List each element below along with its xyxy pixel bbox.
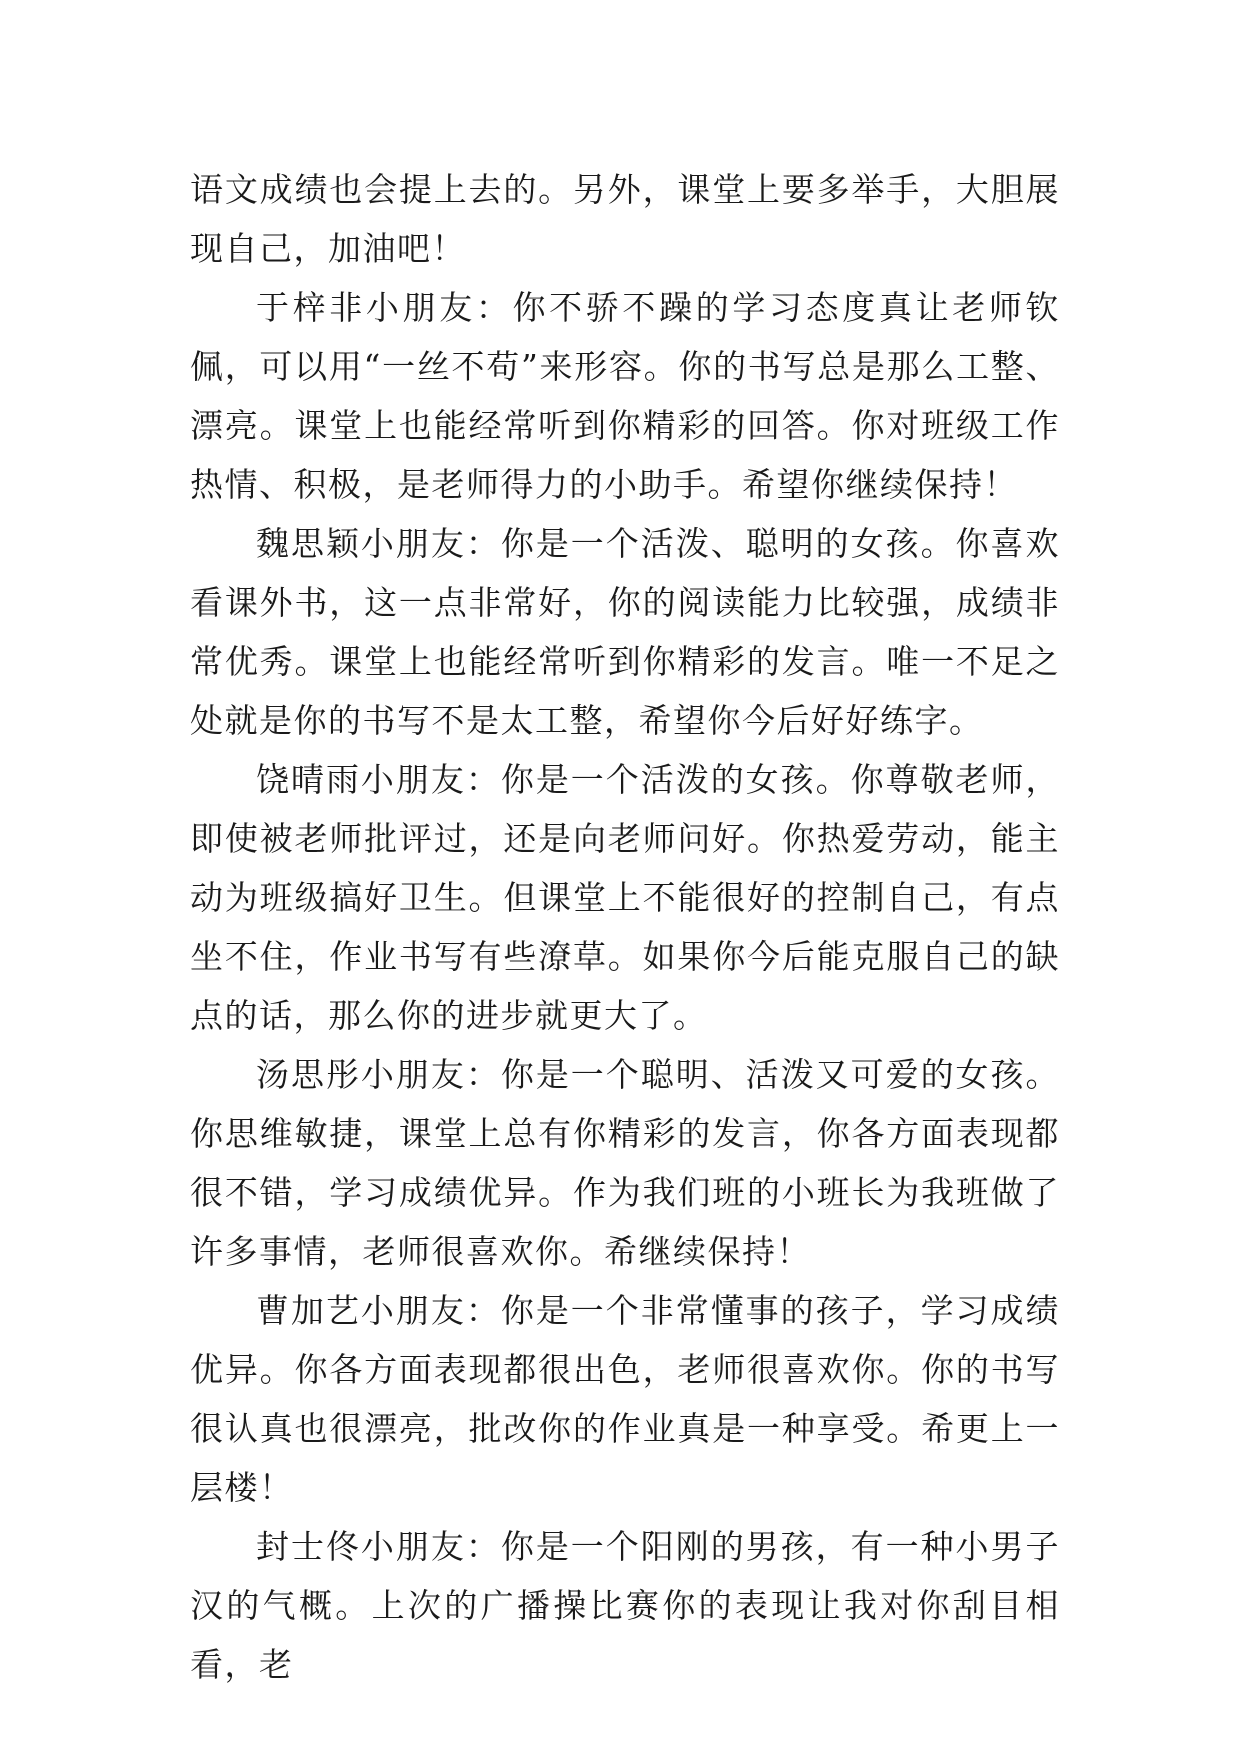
paragraph-continuation: 语文成绩也会提上去的。另外，课堂上要多举手，大胆展现自己，加油吧！ xyxy=(190,170,1060,268)
paragraph-comment-feng-shitong: 封士佟小朋友：你是一个阳刚的男孩，有一种小男子汉的气概。上次的广播操比赛你的表现让我对你刮目相看，老 xyxy=(190,1527,1060,1684)
paragraph-comment-cao-jiayi: 曹加艺小朋友：你是一个非常懂事的孩子，学习成绩优异。你各方面表现都很出色，老师很喜欢你。你的书写很认真也很漂亮，批改你的作业真是一种享受。希更上一层楼！ xyxy=(190,1291,1060,1507)
body-text xyxy=(190,160,1060,1694)
paragraph-comment-wei-siying: 魏思颖小朋友：你是一个活泼、聪明的女孩。你喜欢看课外书，这一点非常好，你的阅读能力比较强，成绩非常优秀。课堂上也能经常听到你精彩的发言。唯一不足之处就是你的书写不是太工整，希望你今后好好练字。 xyxy=(190,524,1060,740)
paragraph-comment-rao-qingyu: 饶晴雨小朋友：你是一个活泼的女孩。你尊敬老师，即使被老师批评过，还是向老师问好。你热爱劳动，能主动为班级搞好卫生。但课堂上不能很好的控制自己，有点坐不住，作业书写有些潦草。如果你今后能克服自己的缺点的话，那么你的进步就更大了。 xyxy=(190,760,1060,1035)
paragraph-comment-yu-zifei: 于梓非小朋友：你不骄不躁的学习态度真让老师钦佩，可以用“一丝不苟”来形容。你的书写总是那么工整、漂亮。课堂上也能经常听到你精彩的回答。你对班级工作热情、积极，是老师得力的小助手。希望你继续保持！ xyxy=(190,288,1060,504)
paragraph-comment-tang-sitong: 汤思彤小朋友：你是一个聪明、活泼又可爱的女孩。你思维敏捷，课堂上总有你精彩的发言，你各方面表现都很不错，学习成绩优异。作为我们班的小班长为我班做了许多事情，老师很喜欢你。希继续保持！ xyxy=(190,1055,1060,1271)
